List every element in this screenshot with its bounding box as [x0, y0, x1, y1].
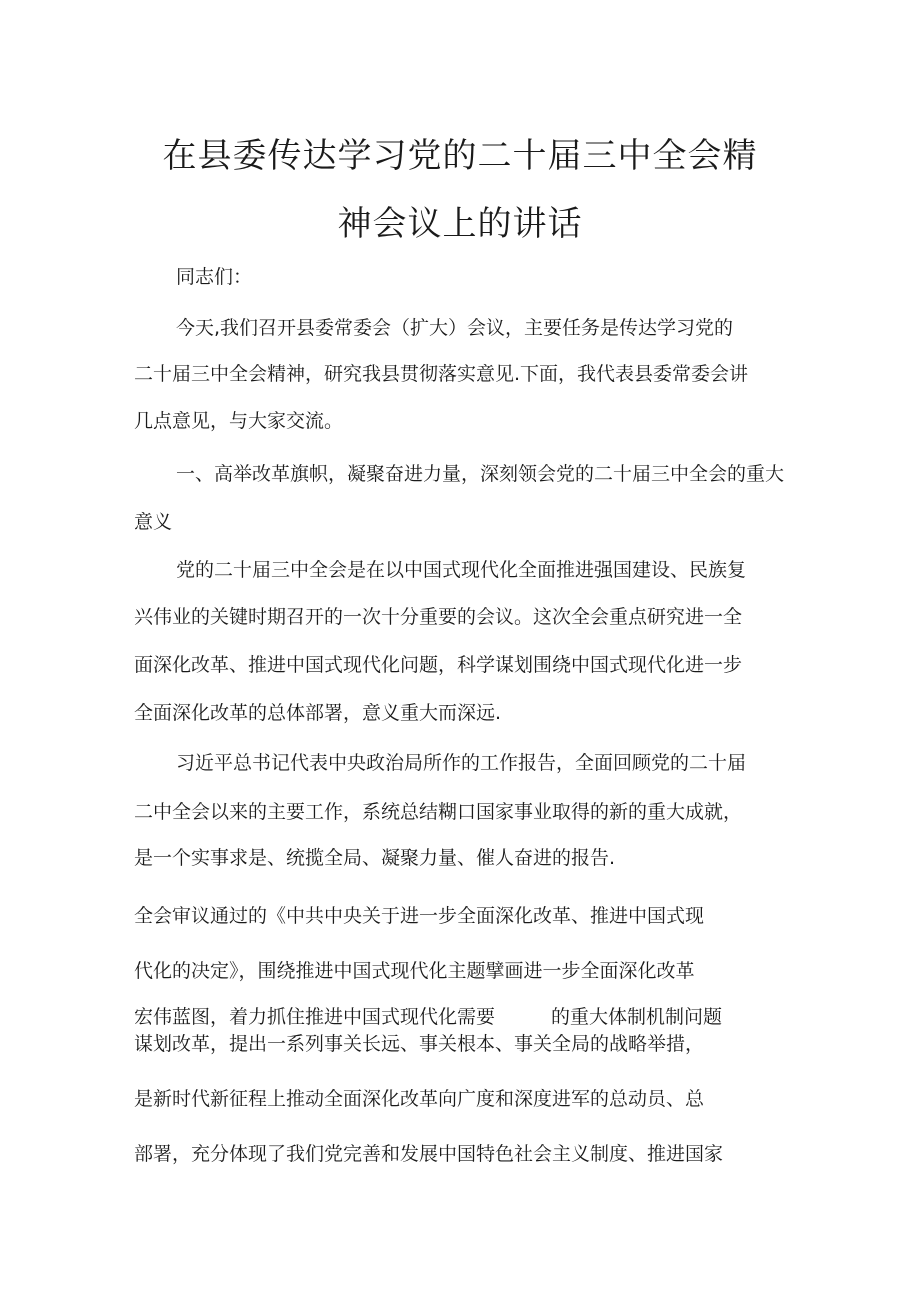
paragraph-4-line-6: 部署，充分体现了我们党完善和发展中国特色社会主义制度、推进国家: [134, 1143, 724, 1165]
paragraph-2-line-3: 面深化改革、推进中国式现代化问题，科学谋划围绕中国式现代化进一步: [134, 654, 743, 676]
paragraph-2-line-4: 全面深化改革的总体部署，意义重大而深远.: [134, 702, 502, 724]
paragraph-3-line-3: 是一个实事求是、统揽全局、凝聚力量、催人奋进的报告.: [134, 847, 616, 869]
paragraph-2-line-1: 党的二十届三中全会是在以中国式现代化全面推进强国建设、民族复: [176, 559, 747, 581]
section-heading-1-line-2: 意义: [134, 511, 173, 533]
paragraph-4-line-3: [134, 1005, 722, 1029]
paragraph-2-line-2: 兴伟业的关键时期召开的一次十分重要的会议。这次全会重点研究进一全: [134, 606, 743, 628]
paragraph-1-line-2: 二十届三中全会精神，研究我县贯彻落实意见.下面，我代表县委常委会讲: [134, 363, 749, 385]
paragraph-4-line-3-part-b: 的重大体制机制问题: [551, 1006, 723, 1028]
paragraph-3-line-1: 习近平总书记代表中央政治局所作的工作报告，全面回顾党的二十届: [176, 752, 747, 774]
paragraph-4-line-3-part-a: 宏伟蓝图，着力抓住推进中国式现代化需要: [134, 1006, 496, 1028]
paragraph-3-line-2: 二中全会以来的主要工作，系统总结糊口国家事业取得的新的重大成就，: [134, 801, 743, 823]
salutation: 同志们：: [176, 266, 253, 288]
paragraph-4-line-1: 全会审议通过的《中共中央关于进一步全面深化改革、推进中国式现: [134, 905, 705, 927]
paragraph-4-line-4: 谋划改革，提出一系列事关长远、事关根本、事关全局的战略举措，: [134, 1033, 705, 1055]
section-heading-1-line-1: 一、高举改革旗帜，凝聚奋进力量，深刻领会党的二十届三中全会的重大: [176, 463, 785, 485]
paragraph-4-line-2: 代化的决定》，围绕推进中国式现代化主题擘画进一步全面深化改革: [134, 960, 695, 982]
paragraph-4-line-5: 是新时代新征程上推动全面深化改革向广度和深度进军的总动员、总: [134, 1088, 705, 1110]
paragraph-1-line-3: 几点意见，与大家交流。: [134, 410, 344, 432]
document-title-line-2: 神会议上的讲话: [337, 204, 583, 244]
paragraph-1-line-1: 今天,我们召开县委常委会（扩大）会议，主要任务是传达学习党的: [176, 317, 734, 339]
document-title-line-1: 在县委传达学习党的二十届三中全会精: [162, 136, 758, 176]
